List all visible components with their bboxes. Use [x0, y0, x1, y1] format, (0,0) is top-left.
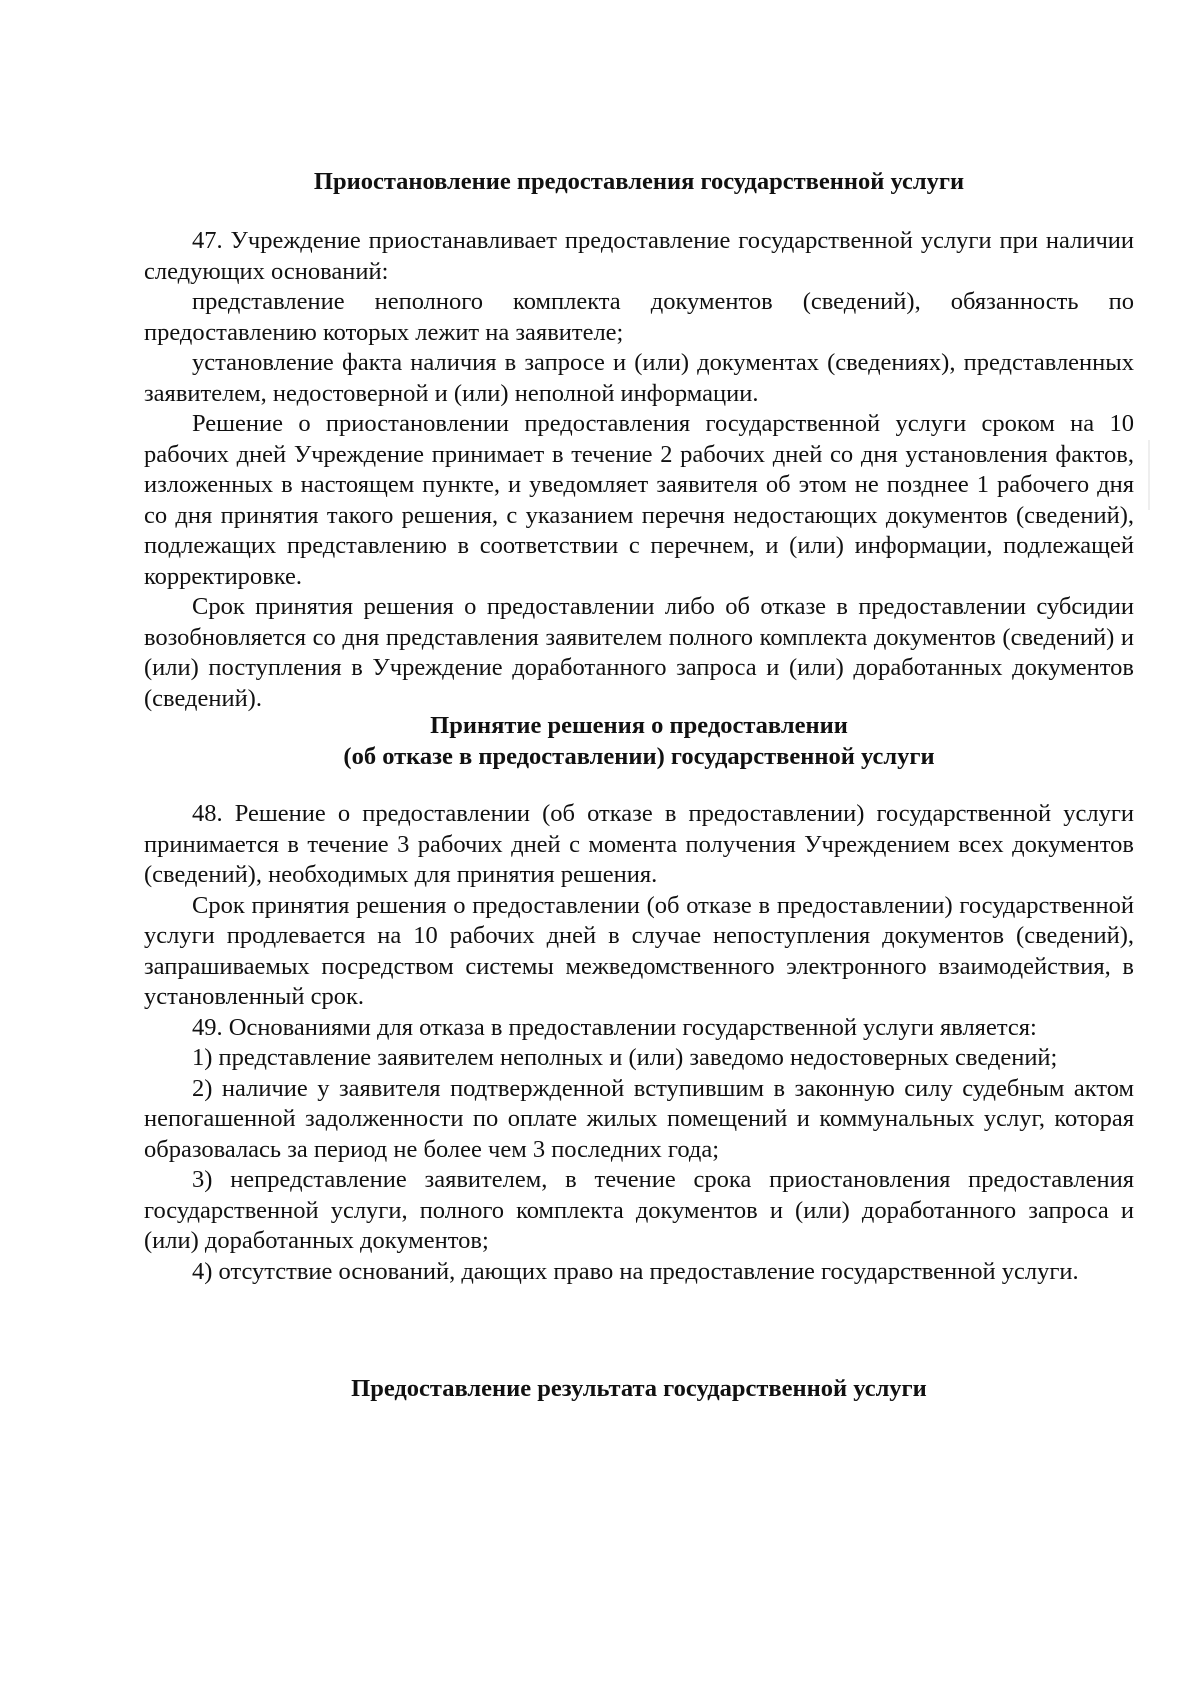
section-heading-result: [144, 1374, 1134, 1405]
paragraph-47-ground-1: представление неполного комплекта документов (сведений), обязанность по предоставлению которых лежит на заявителе;: [144, 288, 1134, 346]
paragraph-47-decision: Решение о приостановлении предоставления государственной услуги сроком на 10 рабочих дней Учреждение принимает в течение 2 рабочих дней со дня установления фактов, изложенных в настоящем пункте, и уведомляет заявителя об этом не позднее 1 рабочего дня со дня принятия такого решения, с указанием перечня недостающих документов (сведений), подлежащих представлению в соответствии с перечнем, и (или) информации, подлежащей корректировке.: [144, 410, 1134, 590]
paragraph-48: 48. Решение о предоставлении (об отказе в предоставлении) государственной услуги принимается в течение 3 рабочих дней с момента получения Учреждением всех документов (сведений), необходимых для принятия решения.: [144, 800, 1134, 888]
section-heading-decision: [144, 711, 1134, 772]
section-heading-suspension: [144, 167, 1134, 198]
paragraph-49-item-2: 2) наличие у заявителя подтвержденной вступившим в законную силу судебным актом непогашенной задолженности по оплате жилых помещений и коммунальных услуг, которая образовалась за период не более чем 3 последних года;: [144, 1074, 1134, 1163]
section-suspension-body: [144, 226, 1134, 714]
paragraph-47-term: Срок принятия решения о предоставлении либо об отказе в предоставлении субсидии возобновляется со дня представления заявителем полного комплекта документов (сведений) и (или) поступления в Учреждение доработанного запроса и (или) доработанных документов (сведений).: [144, 593, 1134, 712]
paragraph-48-extension: Срок принятия решения о предоставлении (об отказе в предоставлении) государственной услуги продлевается на 10 рабочих дней в случае непоступления документов (сведений), запрашиваемых посредством системы межведомственного электронного взаимодействия, в установленный срок.: [144, 891, 1134, 1010]
paragraph-49-item-3: 3) непредставление заявителем, в течение срока приостановления предоставления государственной услуги, полного комплекта документов и (или) доработанного запроса и (или) доработанных документов;: [144, 1166, 1134, 1254]
heading-text-line-1: Принятие решения о предоставлении: [430, 712, 848, 739]
paragraph-49-item-4: 4) отсутствие оснований, дающих право на предоставление государственной услуги.: [192, 1257, 1079, 1285]
paragraph-49: 49. Основаниями для отказа в предоставлении государственной услуги является:: [192, 1013, 1037, 1041]
section-decision-body: [144, 799, 1134, 1287]
paragraph-49-item-1: 1) представление заявителем неполных и (или) заведомо недостоверных сведений;: [192, 1044, 1058, 1071]
paragraph-47: 47. Учреждение приостанавливает предоставление государственной услуги при наличии следующих оснований:: [144, 227, 1134, 285]
heading-text: Предоставление результата государственной услуги: [351, 1375, 927, 1402]
paragraph-47-ground-2: установление факта наличия в запросе и (или) документах (сведениях), представленных заявителем, недостоверной и (или) неполной информации.: [144, 349, 1134, 407]
scan-artifact: [1148, 440, 1150, 510]
heading-text-line-2: (об отказе в предоставлении) государственной услуги: [343, 742, 935, 770]
heading-text: Приостановление предоставления государственной услуги: [313, 168, 965, 195]
